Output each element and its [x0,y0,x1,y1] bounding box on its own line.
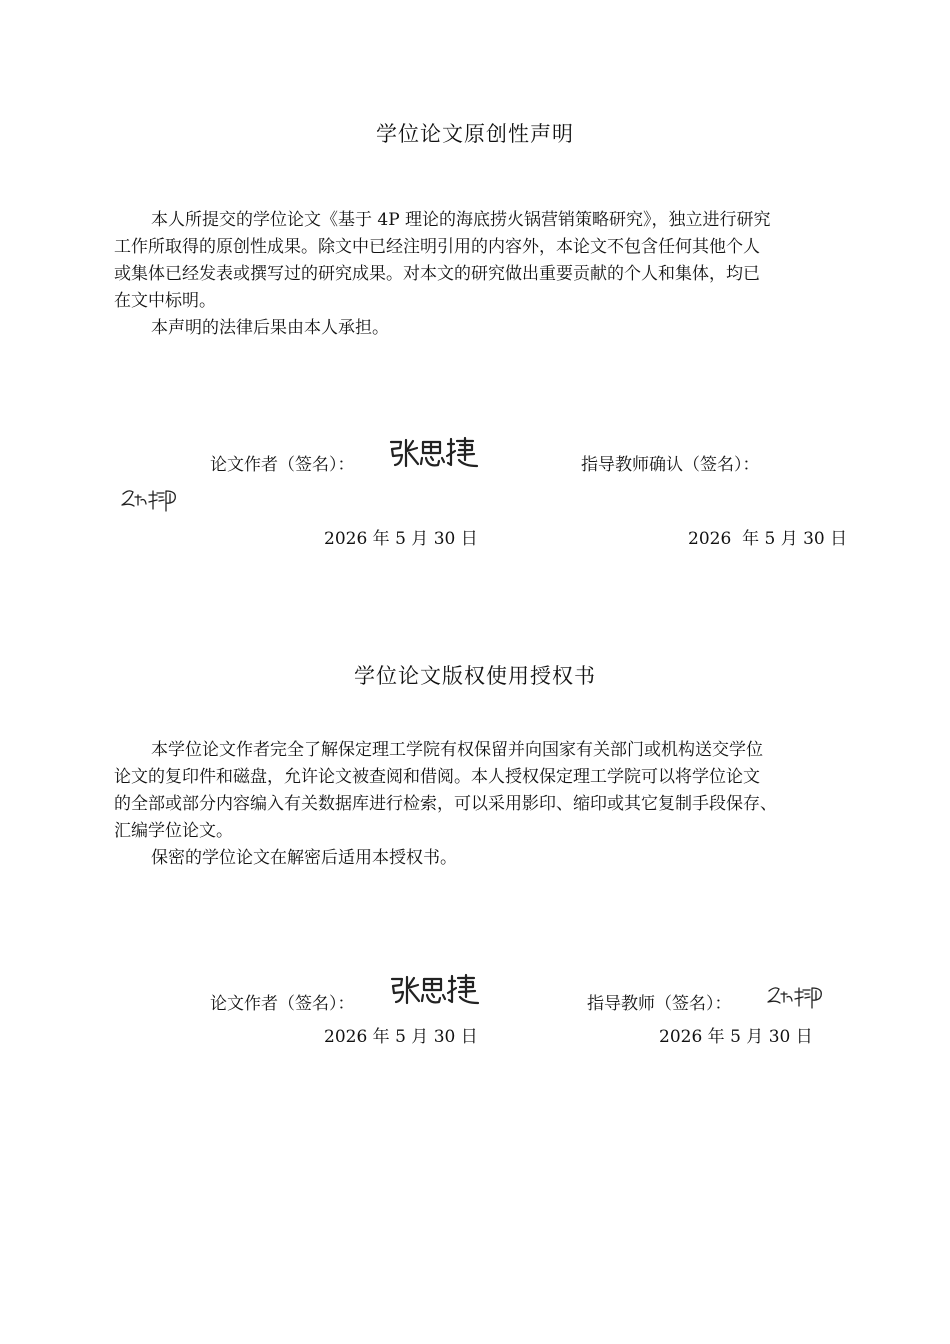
declaration-body [114,207,874,342]
authorization-author-label: 论文作者（签名）： [210,994,355,1014]
authorization-author-date: 2026 年 5 月 30 日 [324,1027,478,1047]
authorization-line-5: 保密的学位论文在解密后适用本授权书。 [151,848,457,868]
authorization-line-2: 论文的复印件和磁盘，允许论文被查阅和借阅。本人授权保定理工学院可以将学位论文 [114,767,760,787]
declaration-line-5: 本声明的法律后果由本人承担。 [151,318,389,338]
declaration-line-3: 或集体已经发表或撰写过的研究成果。对本文的研究做出重要贡献的个人和集体，均已 [114,264,760,284]
declaration-author-signature [388,436,478,472]
authorization-line-1: 本学位论文作者完全了解保定理工学院有权保留并向国家有关部门或机构送交学位 [151,740,763,760]
authorization-advisor-label: 指导教师（签名）： [587,994,732,1014]
authorization-advisor-signature [766,983,826,1011]
authorization-title: 学位论文版权使用授权书 [354,664,596,688]
declaration-advisor-date: 2026 年 5 月 30 日 [688,529,848,549]
authorization-line-4: 汇编学位论文。 [114,821,233,841]
declaration-advisor-signature [120,486,180,514]
authorization-author-signature [388,973,480,1009]
declaration-author-date: 2026 年 5 月 30 日 [324,529,478,549]
authorization-line-3: 的全部或部分内容编入有关数据库进行检索，可以采用影印、缩印或其它复制手段保存、 [114,794,777,814]
declaration-line-4: 在文中标明。 [114,291,216,311]
declaration-line-2: 工作所取得的原创性成果。除文中已经注明引用的内容外，本论文不包含任何其他个人 [114,237,760,257]
authorization-body [114,737,874,872]
declaration-author-label: 论文作者（签名）： [210,455,355,475]
declaration-title: 学位论文原创性声明 [376,122,574,146]
declaration-advisor-label: 指导教师确认（签名）： [581,455,760,475]
authorization-advisor-date: 2026 年 5 月 30 日 [659,1027,813,1047]
declaration-line-1: 本人所提交的学位论文《基于 4P 理论的海底捞火锅营销策略研究》，独立进行研究 [151,210,771,230]
